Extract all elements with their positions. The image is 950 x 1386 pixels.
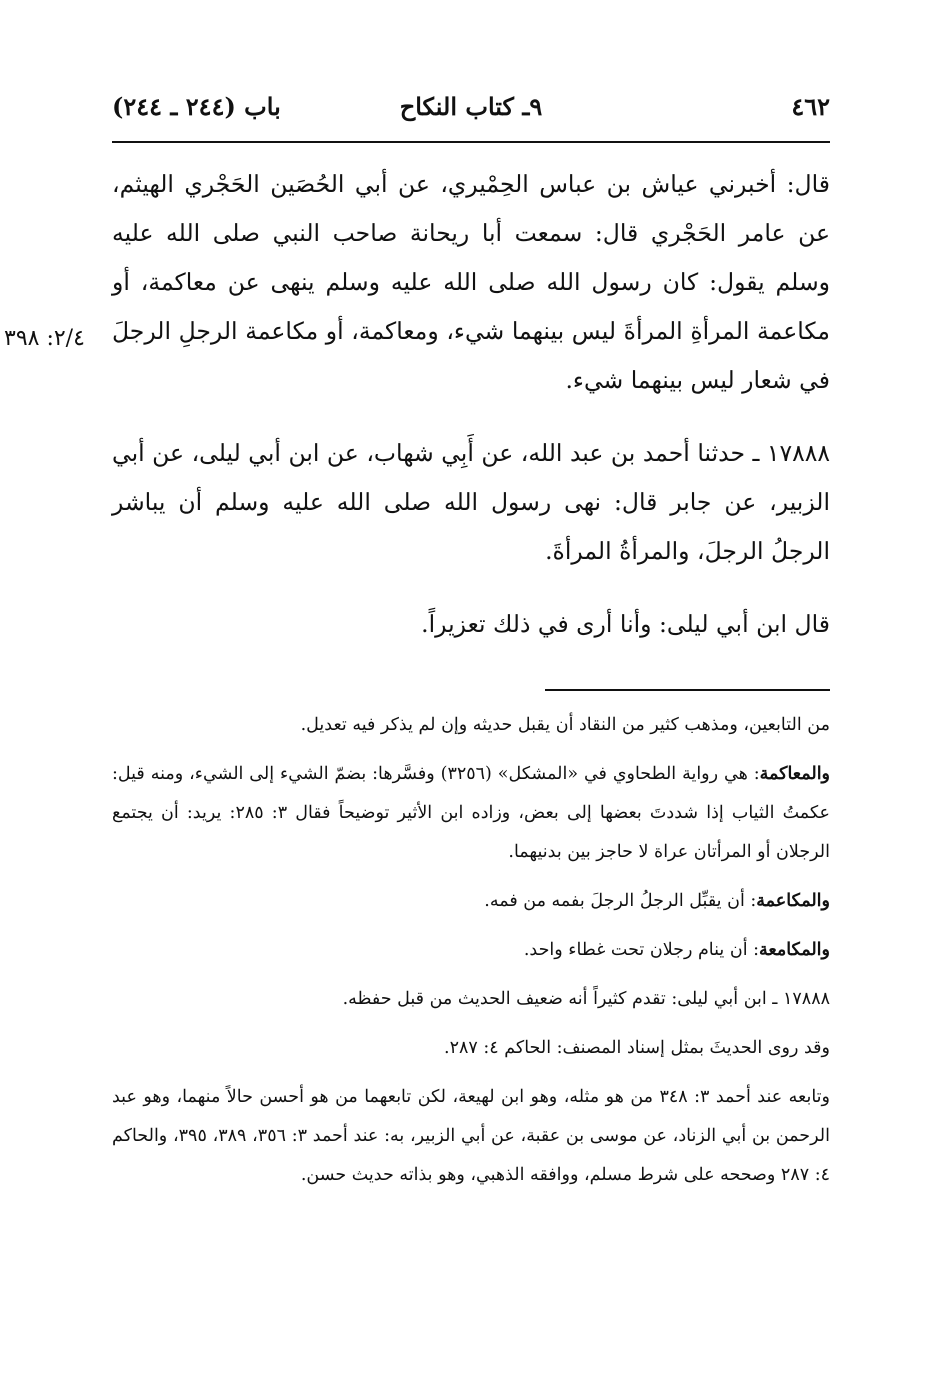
footnote-text: : أن يقبِّل الرجلُ الرجلَ بفمه من فمه. — [484, 891, 757, 911]
hadith-paragraph: قال: أخبرني عياش بن عباس الحِمْيري، عن أبي الحُصَين الحَجْري الهيثم، عن عامر الحَجْري قال: سمعت أبا ريحانة صاحب النبي صلى الله عليه وسلم يقول: كان رسول الله صلى الله عليه وسلم ينهى عن معاكمة، أو مكاعمة المرأةِ المرأةَ ليس بينهما شيء، ومعاكمة، أو مكاعمة الرجلِ الرجلَ في شعار ليس بينهما شيء. — [112, 170, 830, 394]
footnote — [112, 931, 830, 970]
footnote-text: : هي رواية الطحاوي في «المشكل» (٣٢٥٦) وفسَّرها: بضمّ الشيء إلى الشيء، ومنه قيل: عكمتُ الثياب إذا شددتَ بعضها إلى بعض، وزاده ابن الأثير توضيحاً فقال ٣: ٢٨٥: يريد: أن يجتمع الرجلان أو المرأتان عراة لا حاجز بين بدنيهما. — [112, 764, 830, 862]
footnote-divider — [545, 689, 830, 691]
main-text — [112, 160, 830, 649]
footnote: وتابعه عند أحمد ٣: ٣٤٨ من هو مثله، وهو ابن لهيعة، لكن تابعهما من هو أحسن حالاً منهما، وهو عبد الرحمن بن أبي الزناد، عن موسى بن عقبة، عن أبي الزبير، به: عند أحمد ٣: ٣٥٦، ٣٨٩، ٣٩٥، والحاكم ٤: ٢٨٧ وصححه على شرط مسلم، ووافقه الذهبي، وهو بذاته حديث حسن. — [112, 1087, 830, 1185]
footnotes — [112, 706, 830, 1195]
hadith-paragraph: ١٧٨٨٨ ـ حدثنا أحمد بن عبد الله، عن أَبِي شهاب، عن ابن أبي ليلى، عن أبي الزبير، عن جابر قال: نهى رسول الله صلى الله عليه وسلم أن يباشر الرجلُ الرجلَ، والمرأةُ المرأةَ. — [112, 439, 830, 565]
footnote — [112, 882, 830, 921]
book-title: ٩ـ كتاب النكاح — [399, 92, 543, 121]
footnote: من التابعين، ومذهب كثير من النقاد أن يقبل حديثه وإن لم يذكر فيه تعديل. — [300, 715, 830, 735]
footnote: وقد روى الحديثَ بمثل إسناد المصنف: الحاكم ٤: ٢٨٧. — [444, 1038, 830, 1058]
footnote-term: والمعاكمة — [759, 764, 831, 784]
footnote-term: والمكاعمة — [756, 891, 830, 911]
header-divider — [112, 141, 830, 143]
hadith-paragraph: قال ابن أبي ليلى: وأنا أرى في ذلك تعزيراً. — [421, 610, 830, 638]
margin-reference: ٢/٤: ٣٩٨ — [4, 326, 85, 351]
page-header — [112, 92, 830, 136]
page-number: ٤٦٢ — [791, 92, 830, 121]
chapter-ref: باب (٢٤٤ ـ ٢٤٤) — [112, 92, 281, 121]
footnote-term: والمكامعة — [759, 940, 830, 960]
footnote — [112, 755, 830, 872]
footnote: ١٧٨٨٨ ـ ابن أبي ليلى: تقدم كثيراً أنه ضعيف الحديث من قبل حفظه. — [342, 989, 830, 1009]
footnote-text: : أن ينام رجلان تحت غطاء واحد. — [523, 940, 760, 960]
